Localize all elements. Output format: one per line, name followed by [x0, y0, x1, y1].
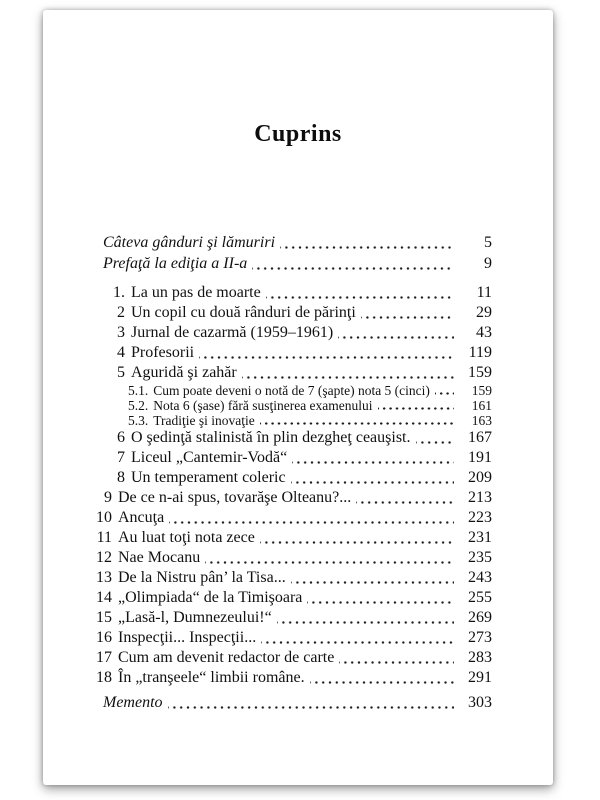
- entry-number: 13: [96, 569, 112, 586]
- entry-page-number: 209: [468, 469, 492, 486]
- entry-number: 12: [96, 549, 112, 566]
- entry-title: De la Nistru pân’ la Tisa...: [118, 569, 286, 586]
- entry-number: 5.3.: [128, 413, 149, 428]
- entry-page-number: 159: [468, 364, 492, 381]
- toc-entry: [103, 303, 492, 323]
- entry-number: 8: [117, 469, 125, 486]
- toc-entry: [90, 488, 492, 508]
- entry-title: Memento: [103, 694, 163, 711]
- toc-entry: [90, 628, 492, 648]
- dot-leader: [277, 608, 454, 628]
- entry-title: Cum am devenit redactor de carte: [118, 649, 335, 666]
- entry-number: 4: [117, 344, 125, 361]
- entry-page-number: 5: [484, 234, 492, 251]
- entry-page-number: 9: [484, 254, 492, 272]
- dot-leader: [199, 343, 454, 363]
- dot-leader: [260, 413, 454, 428]
- dot-leader: [292, 448, 454, 468]
- toc-entry: [103, 233, 492, 254]
- toc-entry: [103, 468, 492, 488]
- entry-number: 7: [117, 449, 125, 466]
- toc-entry: [103, 413, 492, 428]
- toc-entry: [103, 448, 492, 468]
- entry-page-number: 11: [476, 284, 492, 301]
- entry-title: Profesorii: [131, 344, 195, 361]
- dot-leader: [339, 648, 454, 668]
- dot-leader: [378, 398, 454, 413]
- entry-page-number: 223: [468, 509, 492, 526]
- entry-number: 1.: [113, 284, 125, 301]
- dot-leader: [291, 568, 454, 588]
- toc-entry: [90, 648, 492, 668]
- dot-leader: [205, 548, 454, 568]
- entry-title: Ancuţa: [118, 509, 165, 526]
- entry-number: 11: [96, 529, 112, 546]
- dot-leader: [266, 283, 454, 303]
- entry-page-number: 273: [468, 629, 492, 646]
- toc-entry: [103, 283, 492, 303]
- toc-entry: [103, 323, 492, 343]
- toc-entry: [90, 528, 492, 548]
- toc-entry: [103, 363, 492, 383]
- dot-leader: [242, 363, 454, 383]
- entry-title: Aguridă şi zahăr: [131, 364, 237, 381]
- entry-number: 10: [96, 509, 112, 526]
- page: [43, 10, 553, 785]
- dot-leader: [435, 383, 454, 398]
- toc-entry: [90, 548, 492, 568]
- entry-number: 16: [96, 629, 112, 646]
- toc-entry: [103, 428, 492, 448]
- entry-page-number: 303: [468, 694, 492, 711]
- entry-title: Nota 6 (şase) fără susţinerea examenului: [153, 398, 373, 413]
- entry-title: Nae Mocanu: [118, 549, 201, 566]
- entry-number: 14: [96, 589, 112, 606]
- entry-number: 5.2.: [128, 398, 149, 413]
- toc-entry: [90, 508, 492, 528]
- entry-page-number: 291: [468, 669, 492, 686]
- entry-title: De ce n-ai spus, tovarăşe Olteanu?...: [118, 489, 352, 506]
- dot-leader: [416, 428, 455, 448]
- dot-leader: [307, 588, 454, 608]
- toc-list: [96, 233, 492, 713]
- entry-page-number: 283: [468, 649, 492, 666]
- entry-title: „Olimpiada“ de la Timişoara: [118, 589, 303, 606]
- entry-number: 6: [117, 429, 125, 446]
- entry-page-number: 167: [468, 429, 492, 446]
- entry-number: 2: [117, 304, 125, 321]
- entry-title: Jurnal de cazarmă (1959–1961): [131, 324, 334, 341]
- entry-title: Prefaţă la ediţia a II-a: [103, 254, 248, 272]
- dot-leader: [261, 628, 454, 648]
- entry-page-number: 269: [468, 609, 492, 626]
- toc-entry: [103, 693, 492, 713]
- entry-page-number: 255: [468, 589, 492, 606]
- entry-number: 9: [104, 489, 112, 506]
- toc-entry: [90, 568, 492, 588]
- entry-title: „Lasă-l, Dumnezeului!“: [118, 609, 272, 626]
- entry-title: Au luat toţi nota zece: [118, 529, 255, 546]
- entry-number: 17: [96, 649, 112, 666]
- entry-number: 5: [117, 364, 125, 381]
- entry-page-number: 235: [468, 549, 492, 566]
- entry-number: 18: [96, 669, 112, 686]
- entry-title: Cum poate deveni o notă de 7 (şapte) nota 5 (cinci): [153, 383, 430, 398]
- entry-title: Liceul „Cantemir-Vodă“: [131, 449, 288, 466]
- dot-leader: [169, 508, 454, 528]
- entry-page-number: 159: [471, 383, 492, 398]
- page-title: Cuprins: [254, 121, 342, 147]
- entry-number: 5.1.: [128, 383, 149, 398]
- toc-entry: [90, 588, 492, 608]
- entry-number: 15: [96, 609, 112, 626]
- entry-page-number: 243: [468, 569, 492, 586]
- entry-title: Inspecţii... Inspecţii...: [118, 629, 257, 646]
- dot-leader: [310, 668, 454, 688]
- entry-number: 3: [117, 324, 125, 341]
- toc-entry: [90, 668, 492, 688]
- entry-title: O şedinţă stalinistă în plin dezgheţ ceauşist.: [131, 429, 411, 446]
- dot-leader: [291, 468, 454, 488]
- toc-entry: [103, 254, 492, 275]
- toc-entry: [103, 398, 492, 413]
- entry-title: Câteva gânduri şi lămuriri: [103, 234, 276, 251]
- entry-page-number: 191: [468, 449, 492, 466]
- toc-entry: [103, 383, 492, 398]
- dot-leader: [356, 488, 454, 508]
- entry-title: Un temperament coleric: [131, 469, 286, 486]
- entry-title: Un copil cu două rânduri de părinţi: [131, 304, 356, 321]
- dot-leader: [168, 693, 454, 713]
- entry-title: La un pas de moarte: [131, 284, 261, 301]
- dot-leader: [280, 233, 454, 254]
- dot-leader: [260, 528, 454, 548]
- entry-title: În „tranşeele“ limbii române.: [118, 669, 305, 686]
- entry-page-number: 231: [468, 529, 492, 546]
- dot-leader: [252, 254, 454, 275]
- toc-entry: [103, 343, 492, 363]
- entry-page-number: 161: [471, 398, 492, 413]
- entry-title: Tradiţie şi inovaţie: [153, 413, 255, 428]
- toc-entry: [90, 608, 492, 628]
- entry-page-number: 29: [476, 304, 492, 321]
- entry-page-number: 213: [468, 489, 492, 506]
- dot-leader: [361, 303, 454, 323]
- entry-page-number: 119: [468, 344, 492, 361]
- entry-page-number: 43: [476, 324, 492, 341]
- entry-page-number: 163: [471, 413, 492, 428]
- dot-leader: [338, 323, 454, 343]
